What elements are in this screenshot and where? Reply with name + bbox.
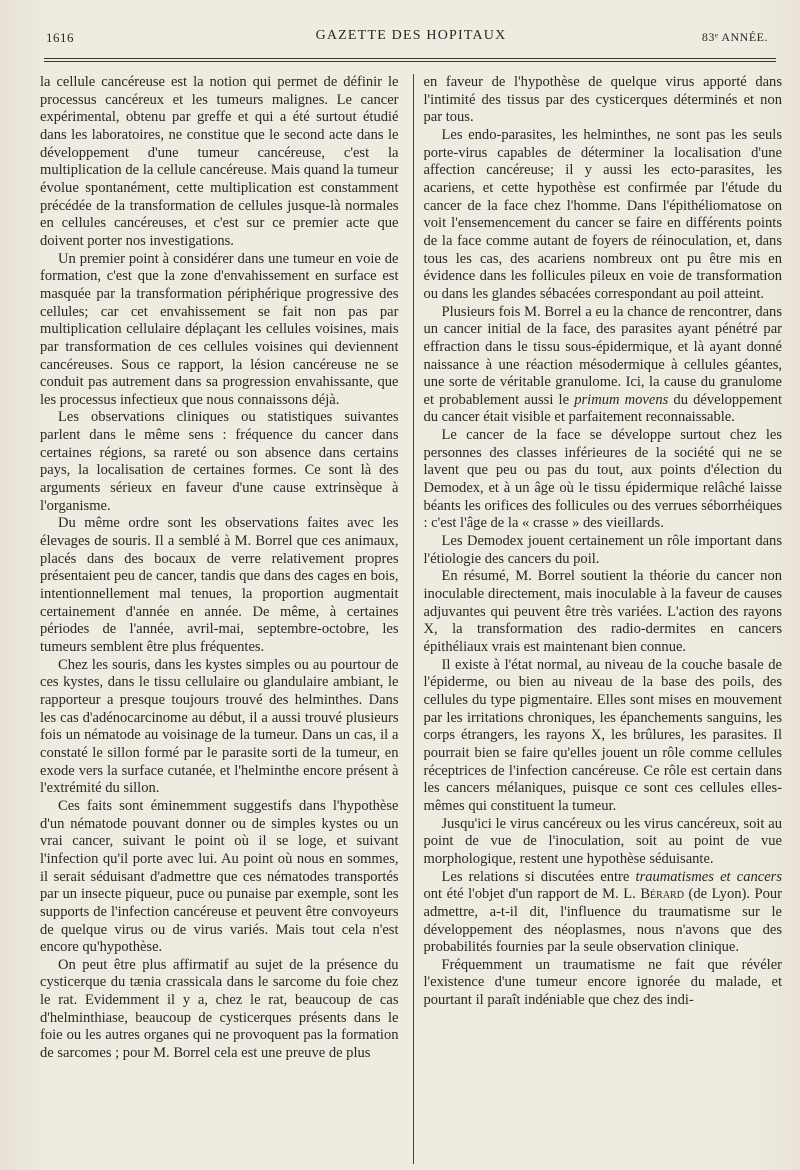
left-column — [40, 74, 399, 1164]
column-divider — [413, 74, 414, 1164]
year-label: 83ᵉ ANNÉE. — [701, 30, 768, 44]
text-run: Plusieurs fois M. Borrel a eu la chance de rencontrer, dans un cancer initial de la face, des parasites ayant pénétré par effraction dans le tissu sous-épidermique, et là ayant donné naissance à une réaction mésodermique à cellules géantes, une sorte de véritable granulome. Ici, la cause du granulome et probablement aussi le — [423, 303, 782, 408]
text-run: du développement du cancer était visible et parfaitement reconnaissable. — [423, 391, 782, 426]
text-run: ont été l'objet d'un rapport de M. L. — [423, 886, 641, 903]
italic-term: primum movens — [574, 391, 669, 408]
italic-term: traumatismes et cancers — [635, 868, 782, 885]
author-name: Bérard — [640, 886, 684, 903]
paragraph — [424, 869, 783, 957]
page-number: 1616 — [46, 30, 74, 45]
text-run: (de Lyon). Pour admettre, a-t-il dit, l'influence du traumatisme sur le développement des néoplasmes, nous n'avons que des probabilités fournies par la seule observation clinique. — [423, 886, 782, 956]
paragraph: Les Demodex jouent certainement un rôle important dans l'étiologie des cancers du poil. — [423, 533, 782, 567]
text-run: Les relations si discutées entre — [441, 868, 636, 885]
paragraph: Fréquemment un traumatisme ne fait que révéler l'existence d'une tumeur encore ignorée du malade, et pourtant il paraît indéniable que chez des indi- — [423, 956, 782, 1009]
paragraph: En résumé, M. Borrel soutient la théorie du cancer non inoculable directement, mais inoculable à la faveur de causes adjuvantes qui peuvent être très variées. L'action des rayons X, la transformation des radio-dermites en cancers épithéliaux vrais est maintenant bien connue. — [423, 568, 782, 655]
header-rule — [44, 58, 776, 59]
header-rule-secondary — [44, 61, 776, 62]
paragraph: la cellule cancéreuse est la notion qui permet de définir le processus cancéreux et les tumeurs malignes. Le cancer expérimental, obtenu par greffe et qui a été surtout étudié dans les laboratoires, ne constitue que le second acte dans le développement d'une tumeur cancéreuse, c'est la multiplication de la cellule cancéreuse. Mais quand la tumeur évolue spontanément, cette multiplication est constamment précédée de la transformation de cellules jusque-là normales en cellules cancéreuses, et c'est sur ce premier acte que doivent porter nos investigations. — [40, 74, 399, 249]
paragraph: On peut être plus affirmatif au sujet de la présence du cysticerque du tænia crassicala dans le sarcome du foie chez le rat. Evidemment il y a, chez le rat, beaucoup de cas d'helminthiase, beaucoup de cysticerques présents dans le foie ou les autres organes qui ne provoquent pas la formation de sarcomes ; pour M. Borrel cela est une preuve de plus — [40, 956, 399, 1062]
paragraph: Chez les souris, dans les kystes simples ou au pourtour de ces kystes, dans le tissu cellulaire ou glandulaire ambiant, le rapporteur a presque toujours trouvé des helminthes. Dans les cas d'adénocarcinome au début, il a aussi trouvé plusieurs fois un nématode au voisinage de la tumeur. Dans un cas, il a constaté le sillon formé par le parasite sorti de la tumeur, en exode vers la surface cutanée, et l'helminthe encore présent à l'extrémité du sillon. — [40, 656, 399, 797]
paragraph: Les observations cliniques ou statistiques suivantes parlent dans le même sens : fréquence du cancer dans certaines régions, sa rareté ou son absence dans certains pays, la localisation de certaines formes. Ce sont là des arguments sérieux en faveur d'une cause extrinsèque à l'organisme. — [40, 409, 399, 514]
paragraph — [424, 304, 783, 428]
right-column — [424, 74, 783, 1164]
article-columns — [40, 74, 782, 1164]
paragraph: en faveur de l'hypothèse de quelque virus apporté dans l'intimité des tissus par des cysticerques déterminés et non par tous. — [423, 74, 782, 126]
paragraph: Les endo-parasites, les helminthes, ne sont pas les seuls porte-virus capables de déterminer la localisation d'une affection cancéreuse; il y aussi les ecto-parasites, les acariens, et cette hypothèse est confirmée par l'étude du cancer de la face chez l'homme. Dans l'épithéliomatose on voit l'ensemencement du cancer se faire en différents points de la face comme autant de foyers de réinoculation, et, dans tous les cas, des acariens nombreux ont pu être mis en évidence dans les follicules pileux en voie de transformation ou dans les glandes sébacées correspondant au poil atteint. — [423, 126, 782, 302]
paragraph: Le cancer de la face se développe surtout chez les personnes des classes inférieures de la société qui ne se lavent que peu ou pas du tout, aux points d'élection du Demodex, et à un âge où le tissu épidermique relâché laisse béants les orifices des follicules ou des verrues séborrhéiques : c'est l'âge de la « crasse » des vieillards. — [423, 427, 782, 532]
paragraph: Du même ordre sont les observations faites avec les élevages de souris. Il a semblé à M. Borrel que ces animaux, placés dans des bocaux de verre relativement propres présentaient peu de cancer, tandis que dans des cages en bois, intentionnellement mal tenues, la proportion augmentait certainement d'année en année. De même, à certaines périodes de l'année, avril-mai, septembre-octobre, les tumeurs semblent être plus fréquentes. — [40, 515, 399, 655]
running-head — [40, 28, 782, 50]
paragraph: Ces faits sont éminemment suggestifs dans l'hypothèse d'un nématode pouvant donner ou de simples kystes ou un vrai cancer, suivant le point où il se loge, et suivant l'infection qu'il porte avec lui. Au point où nous en sommes, il serait séduisant d'admettre que ces nématodes transportés par un insecte piqueur, puce ou punaise par exemple, sont les supports de l'infection cancéreuse et peuvent être convoyeurs de quelque virus ou de virus variés. Mais tout cela n'est encore qu'hypothèse. — [40, 797, 399, 956]
paragraph: Il existe à l'état normal, au niveau de la couche basale de l'épiderme, ou bien au niveau de la base des poils, des cellules du type pigmentaire. Elles sont mises en mouvement par les irritations chroniques, les épanchements sanguins, les corps étrangers, les rayons X, les brûlures, les parasites. Il pourrait bien se faire qu'elles jouent un rôle comme cellules réceptrices de l'infection cancéreuse. Ce rôle est certain dans les cancers mélaniques, puisque ce sont ces cellules elles-mêmes qui constituent la tumeur. — [423, 656, 782, 814]
paragraph: Un premier point à considérer dans une tumeur en voie de formation, c'est que la zone d'envahissement en surface est masquée par la transformation périphérique progressive des cellules; car cet envahissement se fait non pas par multiplication cellulaire déplaçant les cellules voisines, mais par transformation de ces cellules voisines qui deviennent cancéreuses. Sous ce rapport, la lésion cancéreuse ne se conduit pas autrement dans sa progression envahissante, que les processus infectieux que nous connaissons déjà. — [40, 250, 399, 408]
paragraph: Jusqu'ici le virus cancéreux ou les virus cancéreux, soit au point de vue de l'inoculation, soit au point de vue morphologique, restent une hypothèse séduisante. — [423, 815, 782, 867]
journal-title: GAZETTE DES HOPITAUX — [315, 28, 507, 43]
